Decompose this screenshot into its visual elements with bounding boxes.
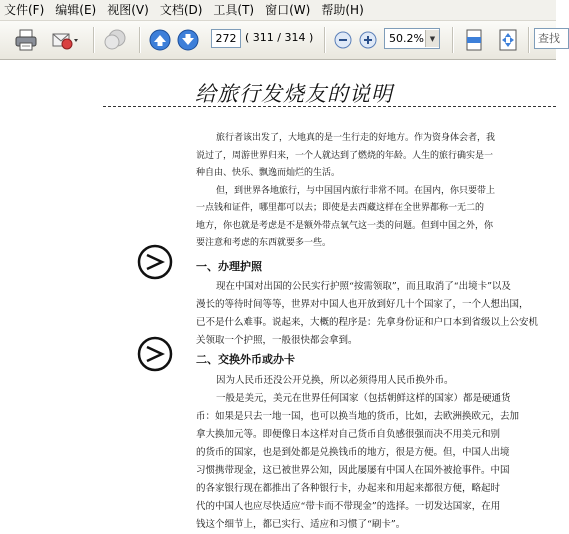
section-paragraph xyxy=(196,278,556,350)
document-page xyxy=(0,60,556,530)
zoom-out-icon xyxy=(334,31,352,49)
arrow-up-icon xyxy=(149,29,171,51)
menu-document[interactable]: 文档(D) xyxy=(159,3,203,17)
intro-paragraph xyxy=(196,130,556,253)
next-page-button[interactable] xyxy=(176,26,200,54)
zoom-select[interactable] xyxy=(384,28,440,49)
zoom-out-button[interactable] xyxy=(333,26,353,54)
previous-page-button[interactable] xyxy=(148,26,172,54)
toolbar-separator xyxy=(324,27,326,53)
menu-edit[interactable]: 编辑(E) xyxy=(55,3,97,17)
text-line: 因为人民币还没公开兑换，所以必须得用人民币换外币。 xyxy=(216,375,454,386)
chevron-down-icon[interactable]: ▼ xyxy=(425,30,439,47)
text-line: 钱这个细节上，都已实行、适应和习惯了“刷卡”。 xyxy=(196,519,406,530)
title-divider xyxy=(103,106,556,109)
text-line: 习惯携带现金，这已被世界公知，因此屡屡有中国人在国外被抢事件。中国 xyxy=(196,465,510,476)
page-title: 给旅行发烧友的说明 xyxy=(195,82,393,106)
text-line: 一点钱和证件，哪里都可以去；即使是去西藏这样在全世界都称一无二的 xyxy=(196,203,485,213)
print-button[interactable] xyxy=(12,26,40,54)
text-line: 的货币的国家，也是到处都是兑换钱币的地方，很是方便。但，中国人出境 xyxy=(196,447,510,458)
zoom-value: 50.2% xyxy=(389,32,424,45)
menu-bar xyxy=(0,0,556,21)
fit-page-button[interactable] xyxy=(462,26,486,54)
toolbar-separator xyxy=(452,27,454,53)
text-line: 种自由、快乐、飘逸而灿烂的生活。 xyxy=(196,168,341,178)
find-input[interactable]: 查找 xyxy=(534,28,569,49)
menu-file[interactable]: 文件(F) xyxy=(4,3,45,17)
text-line: 拿大换加元等。即便像日本这样对自己货币自负感很强而决不用美元和别 xyxy=(196,429,501,440)
arrow-right-icon xyxy=(136,243,174,281)
printer-icon xyxy=(14,28,38,52)
email-button[interactable] xyxy=(48,26,82,54)
text-line: 地方，你也就是考虑是不是额外带点氧气这一类的问题。但到中国之外，你 xyxy=(196,220,494,231)
fit-width-icon xyxy=(497,28,519,52)
fit-page-icon xyxy=(463,28,485,52)
arrow-down-icon xyxy=(177,29,199,51)
text-line: 币：如果是只去一地一国，也可以换当地的货币，比如，去欧洲换欧元，去加 xyxy=(196,411,520,422)
toolbar-separator xyxy=(528,27,530,53)
menu-window[interactable]: 窗口(W) xyxy=(265,3,311,17)
toolbar-separator xyxy=(139,27,141,53)
text-line: 一般是美元，美元在世界任何国家（包括朝鲜这样的国家）都是硬通货 xyxy=(216,393,511,404)
page-number-input[interactable]: 272 xyxy=(211,29,241,48)
text-line: 说过了，周游世界归来，一个人就达到了燃烧的年龄。人生的旅行确实是一 xyxy=(196,150,494,161)
menu-help[interactable]: 帮助(H) xyxy=(321,3,364,17)
text-line: 漫长的等待时间等等，世界对中国人也开放到好几十个国家了，一个人想出国， xyxy=(196,299,529,310)
text-line: 旅行者该出发了，大地真的是一生行走的好地方。作为资身体会者，我 xyxy=(216,133,496,143)
email-icon xyxy=(50,28,80,52)
zoom-in-icon xyxy=(359,31,377,49)
arrow-right-icon xyxy=(136,335,174,373)
section-paragraph xyxy=(196,372,556,534)
text-line: 的各家银行现在都推出了各种银行卡，办起来和用起来都很方便，略起时 xyxy=(196,483,501,494)
zoom-in-button[interactable] xyxy=(358,26,378,54)
text-line: 代的中国人也应尽快适应“带卡而不带现金”的选择。一切发达国家，在用 xyxy=(196,501,501,512)
text-line: 已不是什么难事。说起来，大概的程序是：先拿身份证和户口本到省级以上公安机 xyxy=(196,317,539,328)
menu-tools[interactable]: 工具(T) xyxy=(213,3,255,17)
text-line: 现在中国对出国的公民实行护照“按需领取”，而且取消了“出境卡”以及 xyxy=(216,281,511,292)
menu-view[interactable]: 视图(V) xyxy=(107,3,149,17)
text-line: 但，到世界各地旅行，与中国国内旅行非常不同。在国内，你只要带上 xyxy=(216,185,496,196)
section-heading: 二、交换外币或办卡 xyxy=(196,353,295,366)
fit-width-button[interactable] xyxy=(496,26,520,54)
review-button[interactable] xyxy=(101,26,129,54)
text-line: 关领取一个护照，一般很快都会拿到。 xyxy=(196,335,358,346)
page-count-label: ( 311 / 314 ) xyxy=(245,31,314,44)
section-heading: 一、办理护照 xyxy=(196,260,262,273)
comment-icon xyxy=(102,27,128,53)
text-line: 要注意和考虑的东西就要多一些。 xyxy=(196,238,332,248)
toolbar-separator xyxy=(93,27,95,53)
